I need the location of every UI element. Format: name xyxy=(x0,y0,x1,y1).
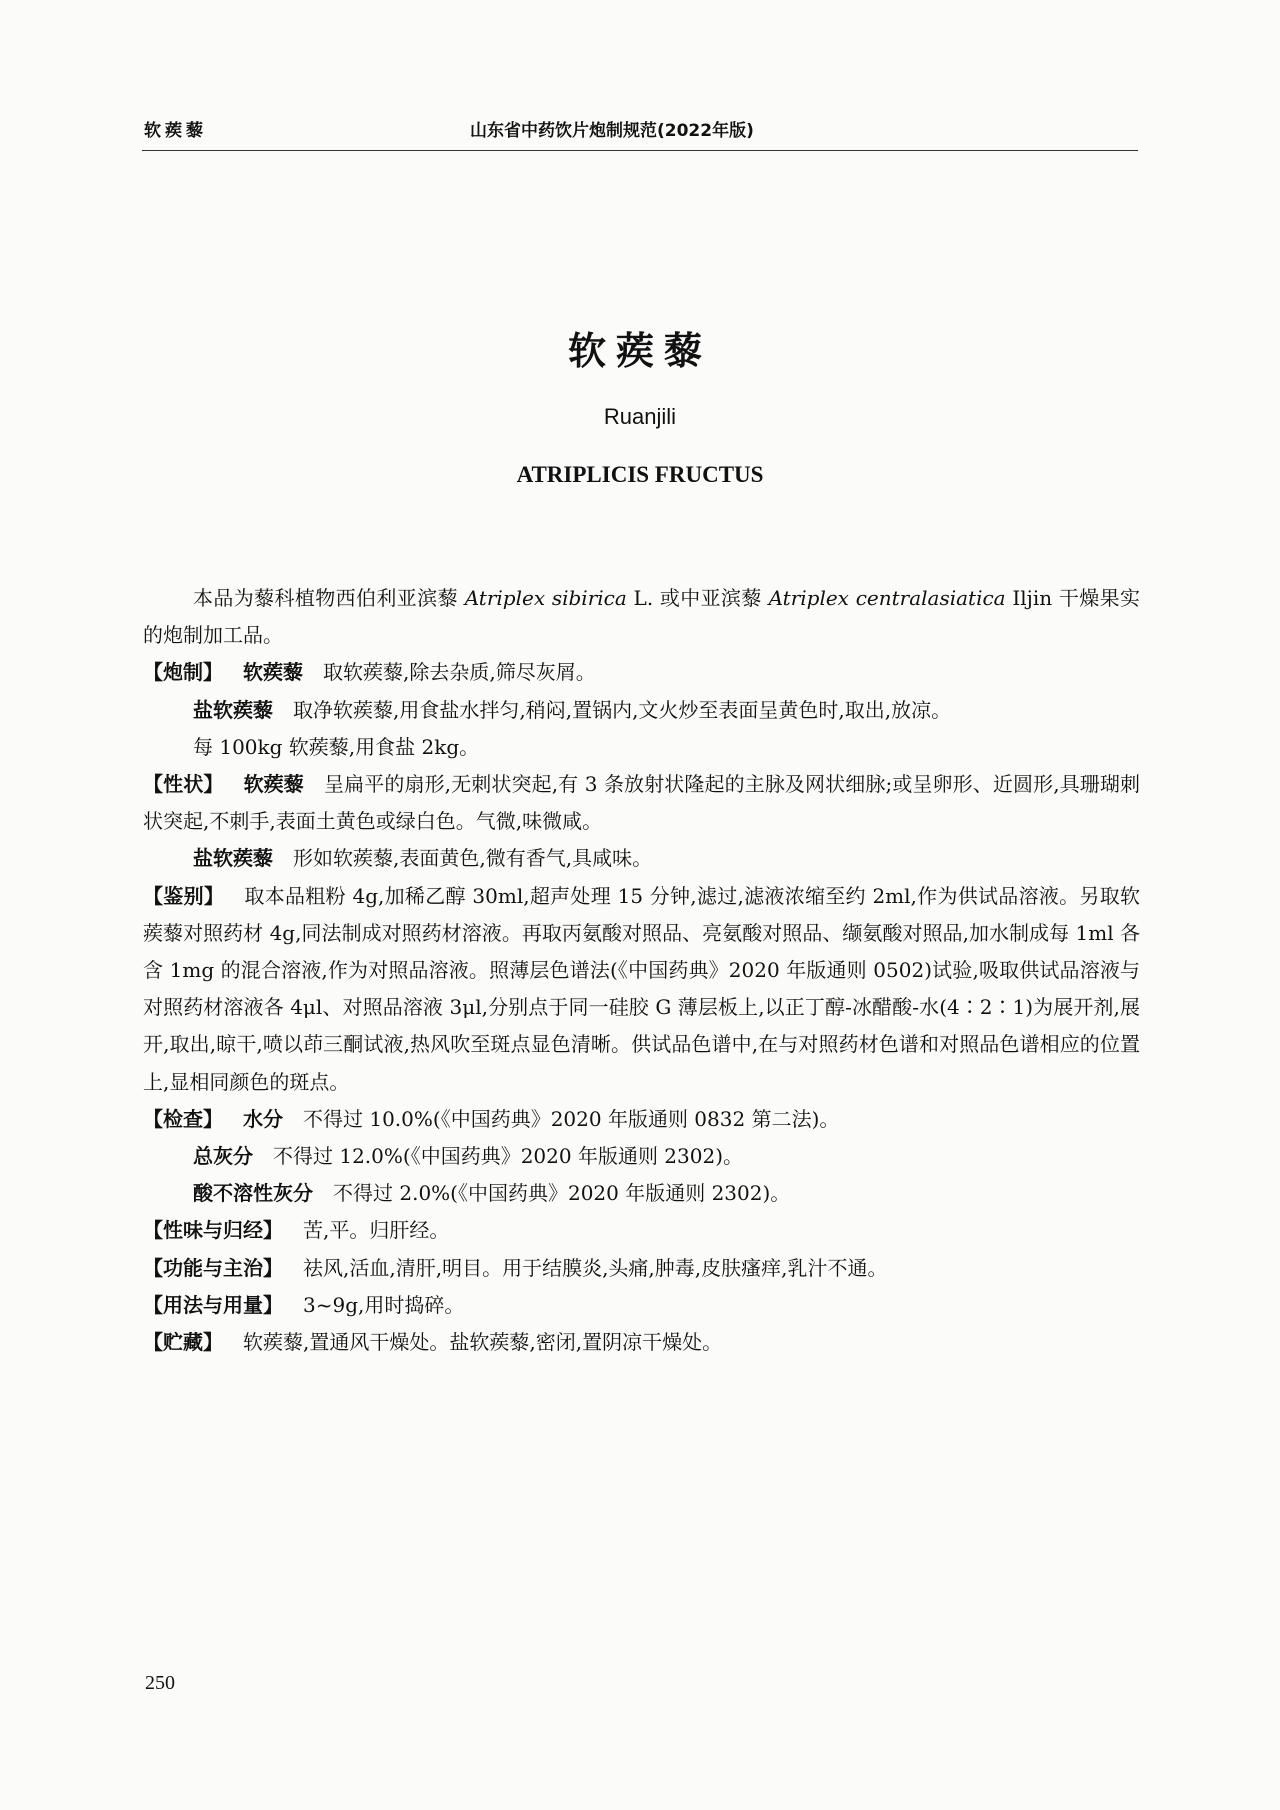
function-label: 【功能与主治】 xyxy=(143,1255,283,1280)
storage-label: 【贮藏】 xyxy=(143,1330,223,1355)
pinyin-name: Ruanjili xyxy=(603,404,677,429)
latin-name: ATRIPLICIS FRUCTUS xyxy=(516,462,764,487)
processing-item2 xyxy=(143,692,1140,729)
intro-text-1: 本品为藜科植物西伯利亚滨藜 xyxy=(193,586,465,610)
usage-text: 3~9g,用时捣碎。 xyxy=(303,1292,465,1317)
storage-section xyxy=(143,1324,1140,1361)
nature-label: 【性味与归经】 xyxy=(143,1218,283,1243)
description-item2-text: 形如软蒺藜,表面黄色,微有香气,具咸味。 xyxy=(293,846,653,871)
inspection-item1-name: 水分 xyxy=(243,1106,283,1131)
nature-section xyxy=(143,1212,1140,1249)
usage-section xyxy=(143,1287,1140,1324)
inspection-item3-name: 酸不溶性灰分 xyxy=(193,1181,313,1206)
function-section xyxy=(143,1250,1140,1287)
processing-ratio: 每 100kg 软蒺藜,用食盐 2kg。 xyxy=(193,734,480,759)
processing-item1-name: 软蒺藜 xyxy=(243,660,303,685)
inspection-section xyxy=(143,1101,1140,1138)
intro-text-3: Iljin 干燥果实的炮制加工品。 xyxy=(143,586,1141,648)
intro-text-2: L. 或中亚滨藜 xyxy=(626,586,769,610)
inspection-item2-text: 不得过 12.0%(《中国药典》2020 年版通则 2302)。 xyxy=(273,1144,744,1169)
function-text: 祛风,活血,清肝,明目。用于结膜炎,头痛,肿毒,皮肤瘙痒,乳汁不通。 xyxy=(303,1255,888,1280)
identification-label: 【鉴别】 xyxy=(143,883,225,908)
description-item2 xyxy=(143,840,1140,877)
description-item2-name: 盐软蒺藜 xyxy=(193,846,273,871)
inspection-item1-text: 不得过 10.0%(《中国药典》2020 年版通则 0832 第二法)。 xyxy=(303,1106,840,1131)
storage-text: 软蒺藜,置通风干燥处。盐软蒺藜,密闭,置阴凉干燥处。 xyxy=(243,1330,723,1355)
identification-text: 取本品粗粉 4g,加稀乙醇 30ml,超声处理 15 分钟,滤过,滤液浓缩至约 2ml,作为供试品溶液。另取软蒺藜对照药材 4g,同法制成对照药材溶液。再取丙氨酸对照品、亮氨酸对照品、缬氨酸对照品,加水制成每 1ml 各含 1mg 的混合溶液,作为对照品溶液。照薄层色谱法(《中国药典》2020 年版通则 0502)试验,吸取供试品溶液与对照药材溶液各 4μl、对照品溶液 3μl,分别点于同一硅胶 G 薄层板上,以正丁醇-冰醋酸-水(4∶2∶1)为展开剂,展开,取出,晾干,喷以茚三酮试液,热风吹至斑点显色清晰。供试品色谱中,在与对照药材色谱和对照品色谱相应的位置上,显相同颜色的斑点。 xyxy=(143,883,1141,1094)
monograph-body xyxy=(143,580,1140,1361)
processing-label: 【炮制】 xyxy=(143,660,223,685)
description-label: 【性状】 xyxy=(143,772,224,797)
header-rule xyxy=(142,150,1138,151)
inspection-item3 xyxy=(143,1175,1140,1212)
identification-section xyxy=(143,878,1140,1101)
description-section xyxy=(143,766,1140,840)
description-item1-text: 呈扁平的扇形,无刺状突起,有 3 条放射状隆起的主脉及网状细脉;或呈卵形、近圆形,具珊瑚刺状突起,不刺手,表面土黄色或绿白色。气微,味微咸。 xyxy=(143,772,1141,834)
inspection-item2-name: 总灰分 xyxy=(193,1144,253,1169)
intro-paragraph xyxy=(143,580,1140,654)
processing-section xyxy=(143,654,1140,691)
book-title: 山东省中药饮片炮制规范(2022年版) xyxy=(470,121,754,141)
description-item1-name: 软蒺藜 xyxy=(243,772,304,797)
monograph-title: 软蒺藜 xyxy=(567,329,712,373)
processing-item2-text: 取净软蒺藜,用食盐水拌匀,稍闷,置锅内,文火炒至表面呈黄色时,取出,放凉。 xyxy=(293,697,952,722)
usage-label: 【用法与用量】 xyxy=(143,1292,283,1317)
inspection-item3-text: 不得过 2.0%(《中国药典》2020 年版通则 2302)。 xyxy=(333,1181,791,1206)
nature-text: 苦,平。归肝经。 xyxy=(303,1218,450,1243)
inspection-item2 xyxy=(143,1138,1140,1175)
page-number: 250 xyxy=(145,1672,175,1694)
species-name-2: Atriplex centralasiatica xyxy=(768,586,1006,610)
species-name-1: Atriplex sibirica xyxy=(464,586,627,610)
inspection-label: 【检查】 xyxy=(143,1106,223,1131)
running-title: 软蒺藜 xyxy=(144,121,207,141)
processing-item2-name: 盐软蒺藜 xyxy=(193,697,273,722)
processing-item1-text: 取软蒺藜,除去杂质,筛尽灰屑。 xyxy=(323,660,596,685)
